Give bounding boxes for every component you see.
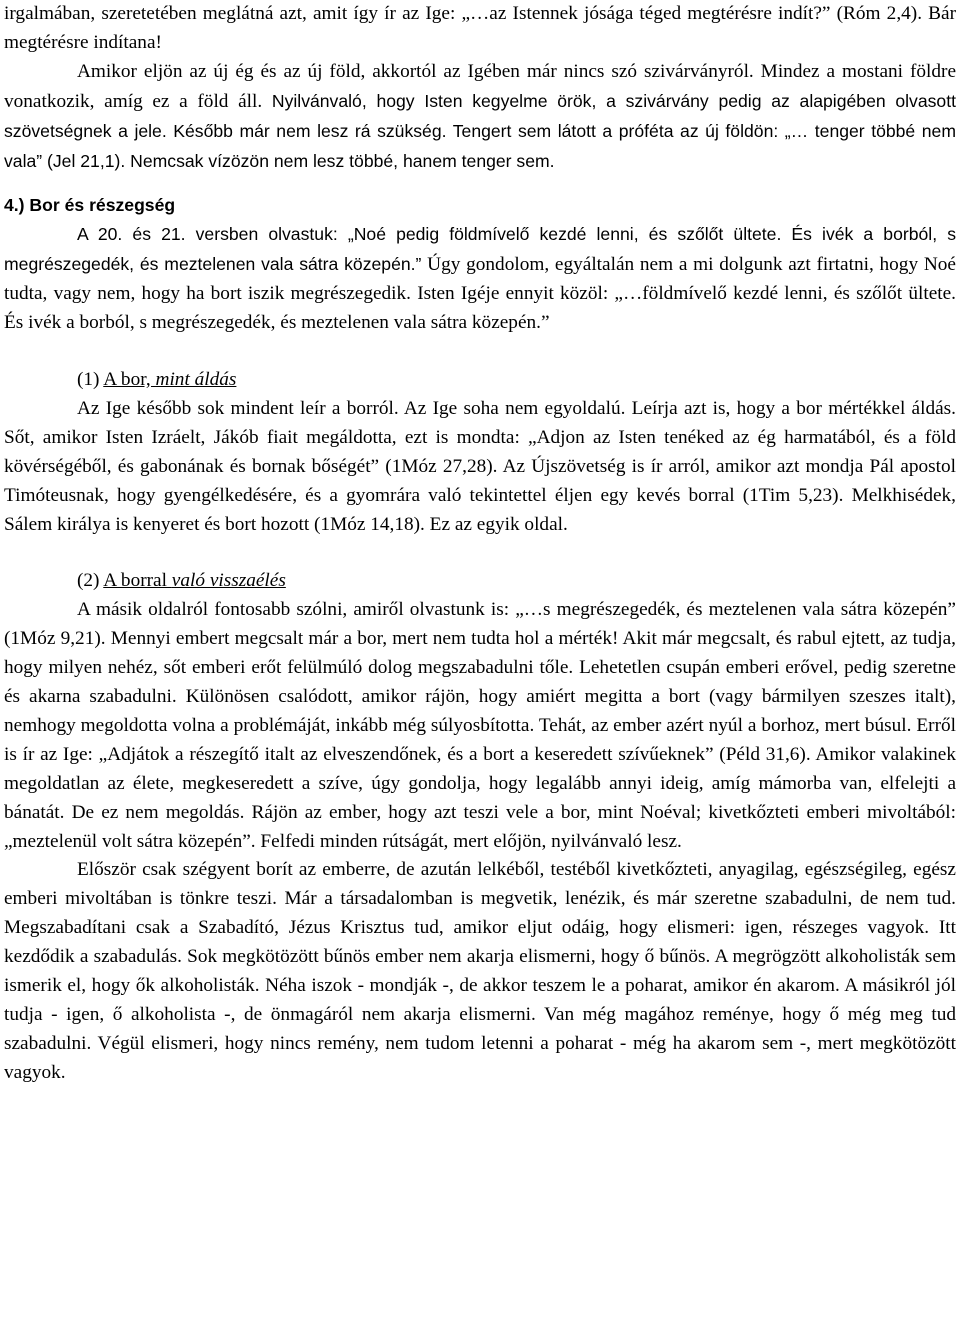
subheading-title-b: mint áldás <box>155 368 237 390</box>
section4-text: Úgy gondolom, egyáltalán nem a mi dolgunk azt firtatni, hogy Noé tudta, vagy nem, hogy ha bort iszik megrészegedik. Isten Igéje ennyit közöl: „…földmívelő kezdé lenni, és szőlőt ültete. És ivék a borból, s megrészegedék, és meztelenen vala sátra közepén.” <box>4 254 956 334</box>
intro-paragraph: irgalmában, szeretetében meglátná azt, amit így ír az Ige: „…az Istennek jósága téged megtérésre indít?” (Róm 2,4). Bár megtérésre indítana! <box>4 3 956 53</box>
subheading-number: (1) <box>77 368 100 390</box>
subheading-blessing <box>4 366 956 395</box>
document-page <box>4 0 956 1088</box>
section-heading-wine: 4.) Bor és részegség <box>4 195 176 216</box>
subheading-title-b: való visszaélés <box>171 570 286 592</box>
subheading-number: (2) <box>77 570 100 592</box>
rainbow-text-sans: Nyilvánvaló, hogy Isten kegyelme örök, a szivárvány pedig az alapigében olvasott szövetségnek a jele. Később már nem lesz rá szükség. Tengert sem látott a próféta az új földön: „… tenger többé nem vala” (Jel 21,1). Nemcsak vízözön nem lesz többé, hanem tenger sem. <box>4 90 956 171</box>
abuse-paragraph-2: Először csak szégyent borít az emberre, de azután lelkéből, testéből kivetkőzteti, anyagilag, egészségileg, egész emberi mivoltában is tönkre teszi. Már a társadalomban is megvetik, lenézik, és már szeretne szabadulni, de nem tud. Megszabadítani csak a Szabadító, Jézus Krisztus tud, amikor eljut odáig, hogy elismeri: igen, részeges vagyok. Itt kezdődik a szabadulás. Sok megkötözött bűnös ember nem akarja elismerni, hogy ő bűnös. A megrögzött alkoholisták sem ismerik el, hogy ők alkoholisták. Néha iszok - mondják -, de akkor teszem le a poharat, amikor én akarom. A másikról jól tudja - igen, ő alkoholista -, de önmagáról nem akarja elismerni. Van még magához reménye, hogy ő még meg tud szabadulni. Végül elismeri, hogy nincs remény, nem tudom letenni a poharat - még ha akarom sem -, mert megkötözött vagyok. <box>4 859 956 1083</box>
subheading-title-a: A bor, <box>103 368 156 390</box>
spacer <box>4 338 956 366</box>
subheading-abuse <box>4 567 956 596</box>
subheading-title-a: A borral <box>103 570 172 592</box>
section4-text-sans: A 20. és 21. versben olvastuk: „Noé pedig földmívelő kezdé lenni, és szőlőt ültete. És ivék a borból, s megrészegedék, és meztelenen vala sátra közepén.” <box>4 224 956 275</box>
section4-paragraph <box>4 220 956 338</box>
blessing-paragraph: Az Ige később sok mindent leír a borról. Az Ige soha nem egyoldalú. Leírja azt is, hogy a bor mértékkel áldás. Sőt, amikor Isten Izráelt, Jákób fiait megáldotta, ezt is mondta: „Adjon az Isten tenéked az ég harmatából, és a föld kövérségéből, és gabonának és bornak bőségét” (1Móz 27,28). Az Újszövetség is ír arról, amikor azt mondja Pál apostol Timóteusnak, hogy gyengélkedésére, és a gyomrára való tekintettel éljen egy kevés borral (1Tim 5,23). Melkhisédek, Sálem királya is kenyeret és bort hozott (1Móz 14,18). Ez az egyik oldal. <box>4 397 956 535</box>
spacer <box>4 539 956 567</box>
rainbow-paragraph <box>4 58 956 177</box>
rainbow-text: Amikor eljön az új ég és az új föld, akkortól az Igében már nincs szó szivárványról. Mindez a mostani földre vonatkozik, amíg ez a föld áll. <box>4 60 956 112</box>
spacer <box>4 176 956 191</box>
abuse-paragraph-1: A másik oldalról fontosabb szólni, amiről olvastunk is: „…s megrészegedék, és meztelenen vala sátra közepén” (1Móz 9,21). Mennyi embert megcsalt már a bor, mert nem tudta hol a mérték! Akit már megcsalt, és rabul ejtett, az tudja, hogy milyen nehéz, sőt emberi erőt felülmúló dolog megszabadulni tőle. Lehetetlen csupán emberi erővel, pedig szeretne és akarna szabadulni. Különösen csalódott, amikor rájön, hogy amiért megitta a bort (vagy bármilyen szeszes italt), nemhogy megoldotta volna a problémáját, inkább még súlyosbította. Tehát, az ember azért nyúl a borhoz, mert búsul. Erről is ír az Ige: „Adjátok a részegítő italt az elveszendőnek, és a bort a keseredett szívűeknek” (Péld 31,6). Amikor valakinek megoldatlan az élete, megkeseredett a szíve, úgy gondolja, hogy legalább annyi ideig, amíg mámorba van, elfelejti a bánatát. De ez nem megoldás. Rájön az ember, hogy azt teszi vele a bor, mint Noéval; kivetkőzteti emberi mivoltából: „meztelenül volt sátra közepén”. Felfedi minden rútságát, mert előjön, nyilvánvaló lesz. <box>4 599 956 852</box>
